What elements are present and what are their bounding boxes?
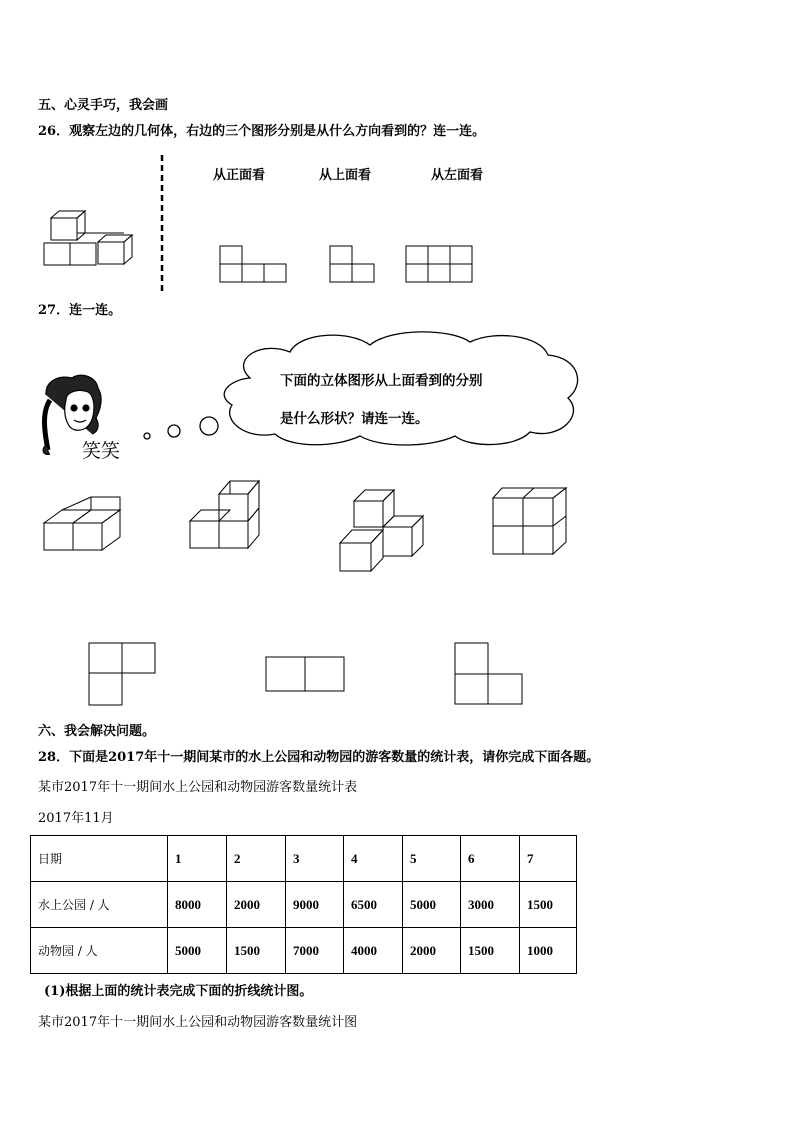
view-shape-a[interactable] bbox=[220, 246, 286, 282]
solid-figure-1[interactable] bbox=[44, 497, 120, 550]
table-cell: 2000 bbox=[403, 928, 461, 974]
table-date: 2017年11月 bbox=[38, 811, 114, 826]
table-cell: 7000 bbox=[286, 928, 344, 974]
question-28-text: 28．下面是2017年十一期间某市的水上公园和动物园的游客数量的统计表，请你完成下面各题。 bbox=[38, 750, 600, 765]
question-27-text: 27．连一连。 bbox=[38, 303, 122, 318]
table-cell: 1500 bbox=[461, 928, 520, 974]
visitor-stats-table bbox=[30, 835, 577, 974]
section-6-title: 六、我会解决问题。 bbox=[38, 724, 156, 739]
view-label-top: 从上面看 bbox=[319, 168, 372, 183]
question-26-text: 26．观察左边的几何体，右边的三个图形分别是从什么方向看到的？连一连。 bbox=[38, 124, 486, 139]
chart-title: 某市2017年十一期间水上公园和动物园游客数量统计图 bbox=[38, 1015, 358, 1030]
table-cell: 3000 bbox=[461, 882, 520, 928]
top-view-shape-1[interactable] bbox=[89, 643, 155, 705]
thought-dots bbox=[144, 417, 218, 439]
solid-figure-2[interactable] bbox=[190, 481, 259, 548]
solid-figure-4[interactable] bbox=[493, 488, 566, 554]
view-shape-b[interactable] bbox=[330, 246, 374, 282]
sub-question-1: (1)根据上面的统计表完成下面的折线统计图。 bbox=[44, 984, 313, 999]
character-name: 笑笑 bbox=[82, 440, 121, 462]
table-header-cell: 5 bbox=[403, 836, 461, 882]
view-label-front: 从正面看 bbox=[213, 168, 266, 183]
table-header-cell: 4 bbox=[344, 836, 403, 882]
table-cell: 4000 bbox=[344, 928, 403, 974]
table-header-cell: 7 bbox=[520, 836, 577, 882]
top-view-shape-3[interactable] bbox=[455, 643, 522, 704]
table-cell: 1500 bbox=[227, 928, 286, 974]
table-row bbox=[31, 928, 577, 974]
table-header-row bbox=[31, 836, 577, 882]
view-shape-c[interactable] bbox=[406, 246, 472, 282]
bubble-text-line-2: 是什么形状？请连一连。 bbox=[280, 411, 429, 427]
table-header-cell: 3 bbox=[286, 836, 344, 882]
table-row-label: 动物园 / 人 bbox=[31, 928, 168, 974]
table-header-cell: 6 bbox=[461, 836, 520, 882]
section-5-title: 五、心灵手巧，我会画 bbox=[38, 98, 169, 113]
table-cell: 1500 bbox=[520, 882, 577, 928]
table-title: 某市2017年十一期间水上公园和动物园游客数量统计表 bbox=[38, 780, 358, 795]
table-row bbox=[31, 882, 577, 928]
bubble-text-line-1: 下面的立体图形从上面看到的分别 bbox=[280, 373, 483, 389]
table-row-label: 水上公园 / 人 bbox=[31, 882, 168, 928]
q26-3d-solid bbox=[44, 211, 132, 265]
table-cell: 5000 bbox=[403, 882, 461, 928]
table-cell: 2000 bbox=[227, 882, 286, 928]
table-cell: 8000 bbox=[168, 882, 227, 928]
table-header-cell: 2 bbox=[227, 836, 286, 882]
view-label-left: 从左面看 bbox=[431, 168, 484, 183]
table-header-cell: 日期 bbox=[31, 836, 168, 882]
table-cell: 9000 bbox=[286, 882, 344, 928]
top-view-shape-2[interactable] bbox=[266, 657, 344, 691]
table-header-cell: 1 bbox=[168, 836, 227, 882]
table-cell: 6500 bbox=[344, 882, 403, 928]
table-cell: 5000 bbox=[168, 928, 227, 974]
solid-figure-3[interactable] bbox=[340, 490, 423, 571]
table-cell: 1000 bbox=[520, 928, 577, 974]
